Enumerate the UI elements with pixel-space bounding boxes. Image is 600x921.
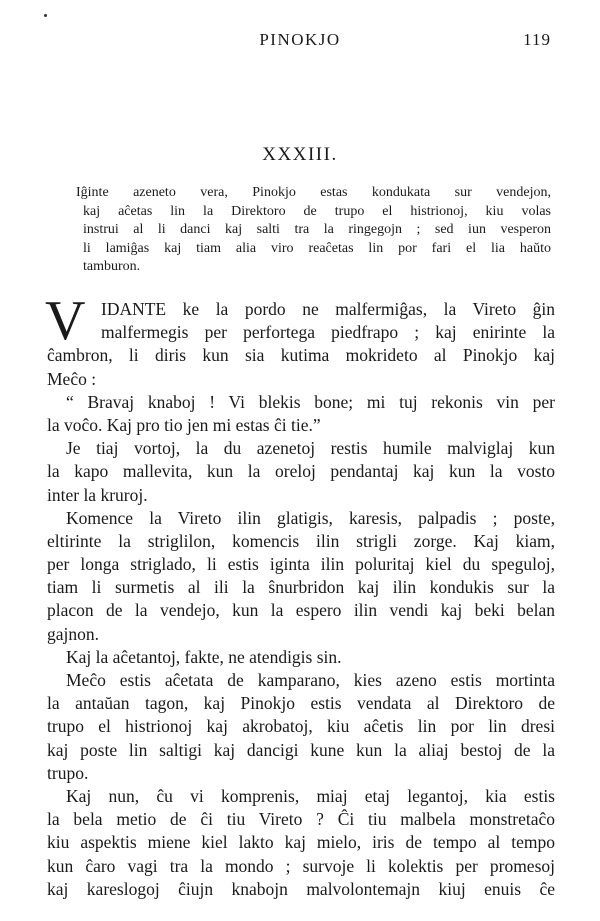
- body-line: gajnon.: [47, 623, 100, 644]
- body-line: kiu aspektis miene kiel lakto kaj mielo, iris de tempo al tempo: [47, 832, 555, 853]
- body-line: placon de la vendejo, kun la espero ilin vendi kaj beki belan: [47, 600, 555, 621]
- body-line: kaj poste lin saltigi kaj dancigi kune kun la aliaj bestoj de la: [47, 739, 555, 760]
- ink-speck: [44, 14, 47, 17]
- body-line: kun ĉaro vagi tra la mondo ; survoje li kolektis per promesoj: [47, 855, 555, 876]
- body-line: trupo el histrionoj kaj akrobatoj, kiu aĉetis lin por lin dresi: [47, 716, 555, 737]
- body-line: “ Bravaj knaboj ! Vi blekis bone; mi tuj rekonis vin per: [66, 391, 555, 412]
- body-text: [45, 290, 555, 901]
- body-line: ĉambron, li diris kun sia kutima mokrideto al Pinokjo kaj: [47, 345, 555, 366]
- body-line: inter la kruroj.: [47, 484, 148, 505]
- page-number: 119: [523, 30, 551, 49]
- body-line: Je tiaj vortoj, la du azenetoj restis humile malviglaj kun: [66, 438, 555, 459]
- chapter-summary: [76, 184, 551, 277]
- chapter-title: XXXIII.: [262, 144, 338, 165]
- body-line: Meĉo :: [47, 368, 97, 389]
- body-line: la antaŭan tagon, kaj Pinokjo estis vendata al Direktoro de: [47, 693, 555, 714]
- body-line: eltirinte la striglilon, komencis ilin strigli zorge. Kaj kiam,: [47, 530, 555, 551]
- summary-line: li lamiĝas kaj tiam alia viro reaĉetas lin por fari el lia haŭto: [83, 240, 551, 256]
- summary-line: Iĝinte azeneto vera, Pinokjo estas kondukata sur vendejon,: [76, 185, 551, 200]
- body-line: Meĉo estis aĉetata de kamparano, kies azeno estis mortinta: [66, 670, 555, 690]
- body-line: Kaj nun, ĉu vi komprenis, miaj etaj legantoj, kia estis: [66, 785, 555, 806]
- body-line: la voĉo. Kaj pro tio jen mi estas ĉi tie.”: [47, 414, 321, 435]
- body-line: trupo.: [47, 762, 89, 783]
- summary-line: instrui al li danci kaj salti tra la ringegojn ; sed iun vesperon: [83, 222, 551, 237]
- body-line: Kaj la aĉetantoj, fakte, ne atendigis sin.: [66, 646, 342, 667]
- body-line: la bela metio de ĉi tiu Vireto ? Ĉi tiu malbela monstretaĉo: [47, 809, 555, 830]
- summary-line: kaj aĉetas lin la Direktoro de trupo el histrionoj, kiu volas: [83, 203, 551, 219]
- body-line: Komence la Vireto ilin glatigis, karesis, palpadis ; poste,: [66, 507, 555, 528]
- body-line: IDANTE ke la pordo ne malfermiĝas, la Vireto ĝin: [101, 299, 555, 319]
- body-line: tiam li surmetis al ili la ŝnurbridon kaj ilin kondukis sur la: [47, 577, 555, 598]
- body-line: la kapo mallevita, kun la oreloj pendantaj kaj kun la vosto: [47, 461, 555, 482]
- body-line: malfermegis per perfortega piedfrapo ; kaj enirinte la: [101, 322, 555, 343]
- drop-cap: V: [45, 290, 86, 352]
- summary-line: tamburon.: [83, 259, 141, 274]
- body-line: kaj kareslogoj ĉiujn knabojn malvolontemajn kiuj enuis ĉe: [47, 878, 555, 899]
- body-line: per longa strigladо, li estis iginta ilin poluritaj kiel du speguloj,: [47, 554, 555, 575]
- running-title: PINOKJO: [259, 30, 341, 49]
